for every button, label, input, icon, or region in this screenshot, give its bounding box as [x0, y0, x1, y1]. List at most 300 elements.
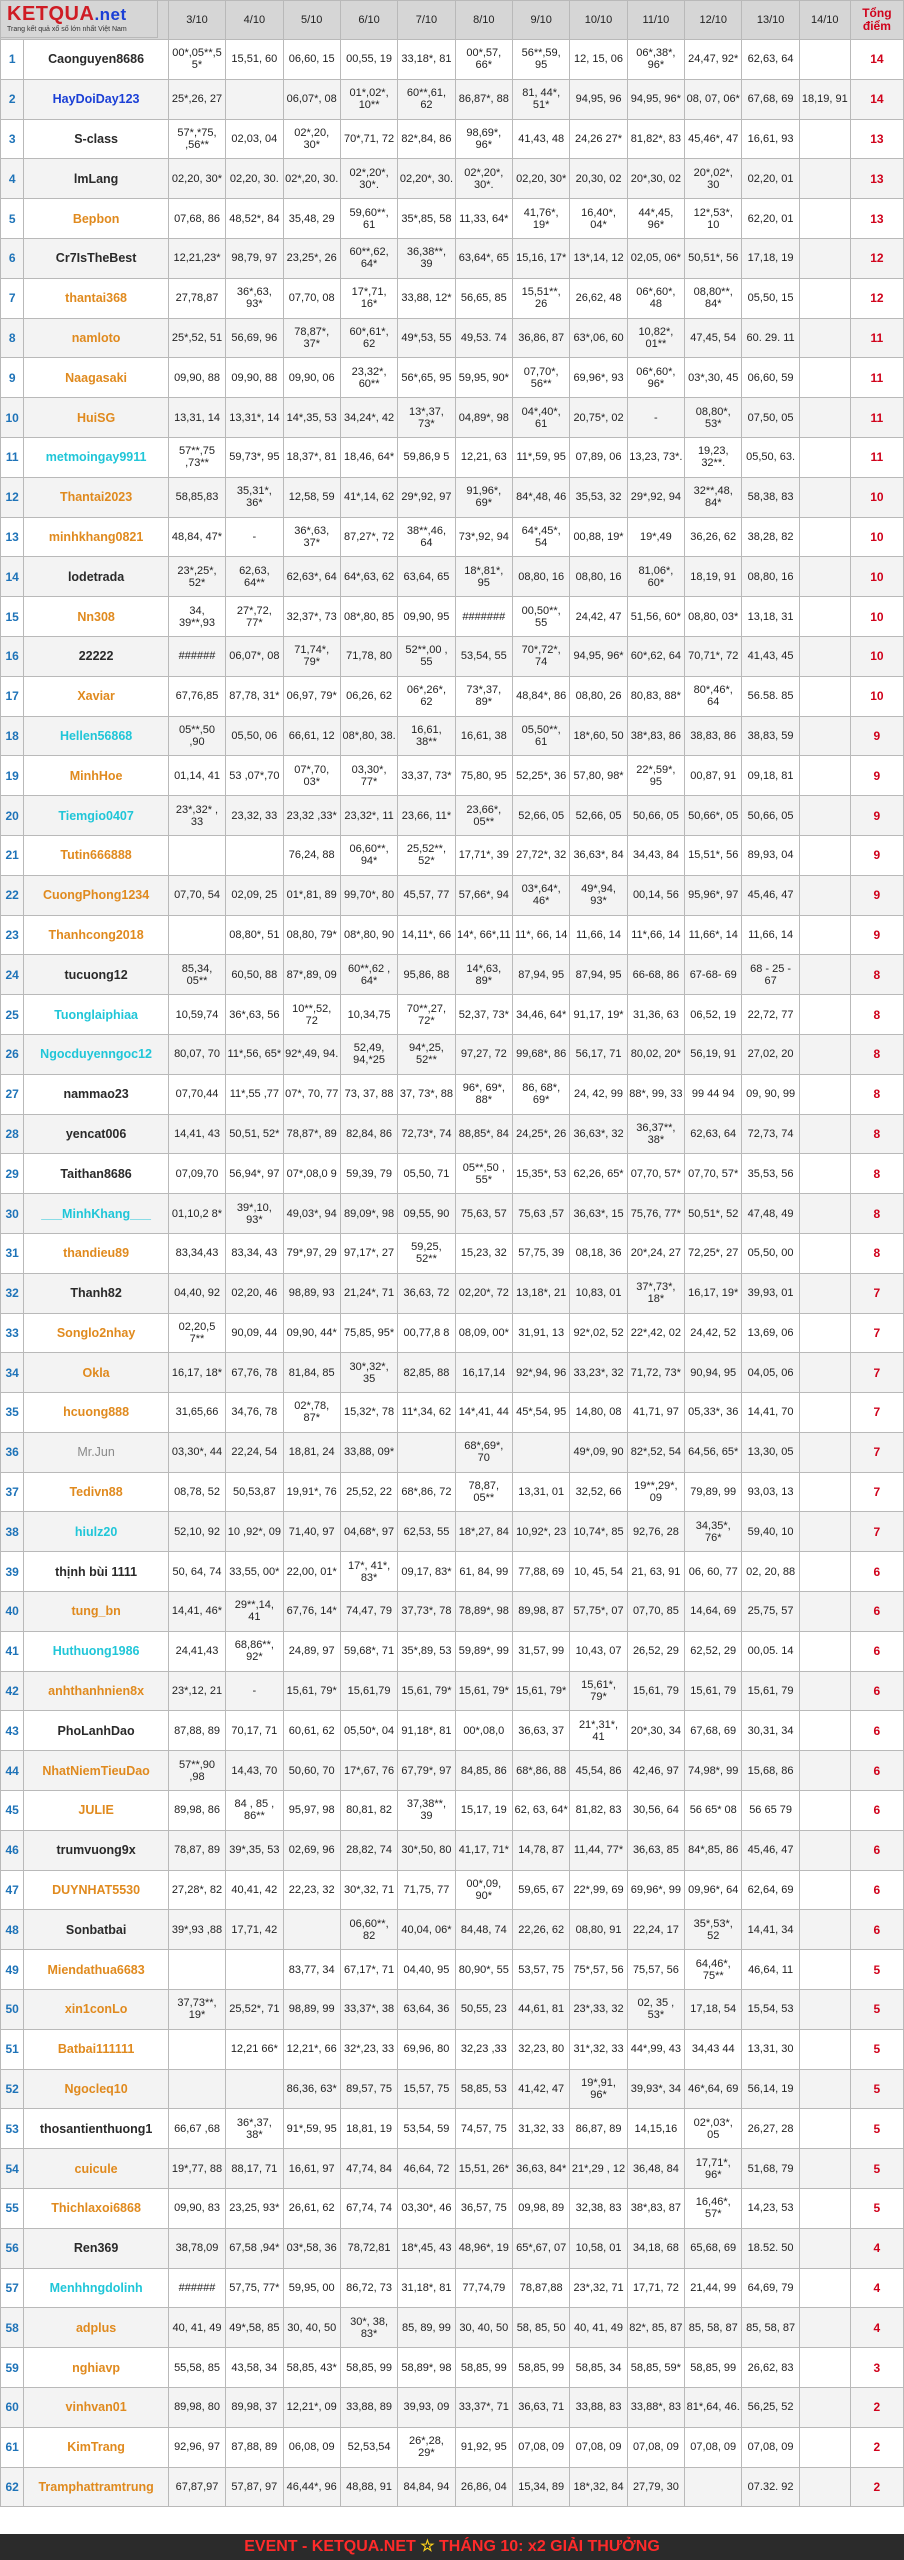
member-name[interactable]: CuongPhong1234 — [24, 875, 168, 915]
prediction-cell: 59,65, 67 — [512, 1870, 569, 1910]
prediction-cell: 82*, 85, 87 — [627, 2308, 684, 2348]
prediction-cell: 14,80, 08 — [570, 1393, 627, 1433]
member-name[interactable]: Mr.Jun — [24, 1432, 168, 1472]
member-name[interactable]: xin1conLo — [24, 1990, 168, 2030]
prediction-cell: 04,05, 06 — [742, 1353, 799, 1393]
member-name[interactable]: Thanhcong2018 — [24, 915, 168, 955]
prediction-cell: 78,87,88 — [512, 2268, 569, 2308]
row-index: 17 — [1, 676, 24, 716]
total-points: 5 — [850, 2189, 903, 2229]
row-index: 18 — [1, 716, 24, 756]
prediction-cell: 87,94, 95 — [570, 955, 627, 995]
prediction-cell: 10,43, 07 — [570, 1631, 627, 1671]
prediction-cell: 36,37**, 38* — [627, 1114, 684, 1154]
prediction-cell — [168, 835, 225, 875]
prediction-cell: 19*,91, 96* — [570, 2069, 627, 2109]
total-points: 10 — [850, 597, 903, 637]
prediction-cell: 79*,97, 29 — [283, 1233, 340, 1273]
prediction-cell: 52,66, 05 — [570, 796, 627, 836]
prediction-cell: 88,17, 71 — [226, 2149, 283, 2189]
member-name[interactable]: HuiSG — [24, 398, 168, 438]
prediction-cell: 16,61, 97 — [283, 2149, 340, 2189]
member-name[interactable]: Tuonglaiphiaa — [24, 995, 168, 1035]
prediction-cell: 01*,02*, 10** — [340, 79, 397, 119]
prediction-cell — [799, 1711, 850, 1751]
table-row — [1, 358, 904, 398]
member-name[interactable]: 22222 — [24, 636, 168, 676]
row-index: 12 — [1, 477, 24, 517]
member-name[interactable]: Sonbatbai — [24, 1910, 168, 1950]
member-name[interactable]: yencat006 — [24, 1114, 168, 1154]
prediction-cell: 78,89*, 98 — [455, 1592, 512, 1632]
prediction-cell: 76,24, 88 — [283, 835, 340, 875]
member-name[interactable]: metmoingay9911 — [24, 437, 168, 477]
prediction-cell: 64,56, 65* — [685, 1432, 742, 1472]
member-name[interactable]: adplus — [24, 2308, 168, 2348]
member-name[interactable]: Thichlaxoi6868 — [24, 2189, 168, 2229]
prediction-cell: 67,79*, 97 — [398, 1751, 455, 1791]
prediction-cell: 03*,64*, 46* — [512, 875, 569, 915]
prediction-cell: 29**,14, 41 — [226, 1592, 283, 1632]
prediction-cell: 57,75*, 07 — [570, 1592, 627, 1632]
prediction-cell: 82*,52, 54 — [627, 1432, 684, 1472]
prediction-cell: 86,36, 63* — [283, 2069, 340, 2109]
table-row — [1, 79, 904, 119]
prediction-cell — [799, 1393, 850, 1433]
prediction-cell: 89,57, 75 — [340, 2069, 397, 2109]
prediction-cell: 06,60**, 82 — [340, 1910, 397, 1950]
prediction-cell — [799, 1990, 850, 2030]
prediction-cell: 12,58, 59 — [283, 477, 340, 517]
prediction-cell: 27,28*, 82 — [168, 1870, 225, 1910]
prediction-cell — [799, 597, 850, 637]
prediction-cell: 26,62, 48 — [570, 278, 627, 318]
member-name[interactable]: Tutin666888 — [24, 835, 168, 875]
member-name[interactable]: Tramphattramtrung — [24, 2467, 168, 2507]
member-name[interactable]: nghiavp — [24, 2348, 168, 2388]
prediction-cell: 50,66, 05 — [742, 796, 799, 836]
prediction-cell: 05**,50 ,90 — [168, 716, 225, 756]
member-name[interactable]: anhthanhnien8x — [24, 1671, 168, 1711]
prediction-cell: 02, 35 , 53* — [627, 1990, 684, 2030]
prediction-cell: 63,64, 65 — [398, 557, 455, 597]
prediction-cell: 36*,63, 93* — [226, 278, 283, 318]
prediction-cell: 83,34, 43 — [226, 1233, 283, 1273]
prediction-cell: 23*,32, 71 — [570, 2268, 627, 2308]
col-header: 12/10 — [685, 1, 742, 40]
total-points: 8 — [850, 995, 903, 1035]
member-name[interactable]: hiulz20 — [24, 1512, 168, 1552]
prediction-cell: 07,70,44 — [168, 1074, 225, 1114]
prediction-cell: 02,05, 06* — [627, 238, 684, 278]
prediction-cell — [799, 2348, 850, 2388]
prediction-cell: 08,09, 00* — [455, 1313, 512, 1353]
prediction-cell — [398, 1432, 455, 1472]
prediction-cell: 36,63*, 84 — [570, 835, 627, 875]
prediction-cell: 64*,45*, 54 — [512, 517, 569, 557]
member-name[interactable]: Taithan8686 — [24, 1154, 168, 1194]
prediction-cell: 52,25*, 36 — [512, 756, 569, 796]
prediction-cell: 71,78, 80 — [340, 636, 397, 676]
table-row — [1, 2268, 904, 2308]
prediction-cell: 07,08, 09 — [627, 2427, 684, 2467]
prediction-cell: 84*,48, 46 — [512, 477, 569, 517]
prediction-cell: 45,54, 86 — [570, 1751, 627, 1791]
prediction-cell: 02,69, 96 — [283, 1830, 340, 1870]
prediction-cell: 64*,63, 62 — [340, 557, 397, 597]
prediction-cell: 35*,89, 53 — [398, 1631, 455, 1671]
prediction-cell: 26,61, 62 — [283, 2189, 340, 2229]
prediction-cell — [799, 199, 850, 239]
table-row — [1, 2149, 904, 2189]
table-row — [1, 1233, 904, 1273]
prediction-cell: 15,61, 79 — [627, 1671, 684, 1711]
member-name[interactable]: thandieu89 — [24, 1233, 168, 1273]
member-name[interactable]: PhoLanhDao — [24, 1711, 168, 1751]
row-index: 41 — [1, 1631, 24, 1671]
table-row — [1, 1711, 904, 1751]
prediction-cell: 50,51, 52* — [226, 1114, 283, 1154]
prediction-cell: 56,19, 91 — [685, 1034, 742, 1074]
prediction-cell: 60*,62, 64 — [627, 636, 684, 676]
prediction-cell: 70*,72*, 74 — [512, 636, 569, 676]
prediction-cell: 11,66*, 14 — [685, 915, 742, 955]
prediction-cell: 57,80, 98* — [570, 756, 627, 796]
prediction-cell: 94,95, 96* — [570, 636, 627, 676]
prediction-cell: 26,52, 29 — [627, 1631, 684, 1671]
member-name[interactable]: cuicule — [24, 2149, 168, 2189]
member-name[interactable]: Okla — [24, 1353, 168, 1393]
member-name[interactable]: thịnh bùi 1111 — [24, 1552, 168, 1592]
prediction-cell: 66,67 ,68 — [168, 2109, 225, 2149]
member-name[interactable]: Ren369 — [24, 2228, 168, 2268]
prediction-cell: 48,84*, 86 — [512, 676, 569, 716]
table-row — [1, 995, 904, 1035]
member-name[interactable]: ___MinhKhang___ — [24, 1194, 168, 1234]
member-name[interactable]: hcuong888 — [24, 1393, 168, 1433]
prediction-cell: 32,23, 80 — [512, 2029, 569, 2069]
prediction-cell: 02,20, 30* — [512, 159, 569, 199]
prediction-cell: 00,55, 19 — [340, 40, 397, 80]
prediction-cell: 35*,85, 58 — [398, 199, 455, 239]
prediction-cell: 70**,27, 72* — [398, 995, 455, 1035]
prediction-cell: 31*,32, 33 — [570, 2029, 627, 2069]
prediction-cell: 92,76, 28 — [627, 1512, 684, 1552]
prediction-cell: 20*,30, 02 — [627, 159, 684, 199]
row-index: 59 — [1, 2348, 24, 2388]
prediction-cell: 15,51**, 26 — [512, 278, 569, 318]
row-index: 42 — [1, 1671, 24, 1711]
prediction-cell: 92*,49, 94. — [283, 1034, 340, 1074]
prediction-cell: 66,61, 12 — [283, 716, 340, 756]
member-name[interactable]: Caonguyen8686 — [24, 40, 168, 80]
prediction-cell: 62,63, 64** — [226, 557, 283, 597]
prediction-cell: 05,50**, 61 — [512, 716, 569, 756]
member-name[interactable]: vinhvan01 — [24, 2388, 168, 2428]
member-name[interactable]: DUYNHAT5530 — [24, 1870, 168, 1910]
prediction-cell: 18,81, 24 — [283, 1432, 340, 1472]
prediction-cell: 87*,89, 09 — [283, 955, 340, 995]
member-name[interactable]: S-class — [24, 119, 168, 159]
table-row — [1, 756, 904, 796]
prediction-cell: 34, 39**,93 — [168, 597, 225, 637]
row-index: 10 — [1, 398, 24, 438]
row-index: 21 — [1, 835, 24, 875]
member-name[interactable]: Ngocduyenngoc12 — [24, 1034, 168, 1074]
prediction-cell: 53,54, 59 — [398, 2109, 455, 2149]
prediction-cell: 06, 60, 77 — [685, 1552, 742, 1592]
prediction-cell: 18.52. 50 — [742, 2228, 799, 2268]
prediction-cell: 99,70*, 80 — [340, 875, 397, 915]
prediction-cell: 21, 63, 91 — [627, 1552, 684, 1592]
member-name[interactable]: Cr7IsTheBest — [24, 238, 168, 278]
member-name[interactable]: Ngocleq10 — [24, 2069, 168, 2109]
prediction-cell: 14,41, 70 — [742, 1393, 799, 1433]
prediction-cell: 39*,10, 93* — [226, 1194, 283, 1234]
prediction-cell: 73*,37, 89* — [455, 676, 512, 716]
prediction-cell: 23*,12, 21 — [168, 1671, 225, 1711]
member-name[interactable]: minhkhang0821 — [24, 517, 168, 557]
member-name[interactable]: KimTrang — [24, 2427, 168, 2467]
prediction-cell: 80,90*, 55 — [455, 1950, 512, 1990]
total-points: 13 — [850, 159, 903, 199]
total-points: 5 — [850, 2149, 903, 2189]
prediction-cell — [799, 756, 850, 796]
member-name[interactable]: Miendathua6683 — [24, 1950, 168, 1990]
prediction-cell: 02*,20, 30. — [283, 159, 340, 199]
table-row — [1, 1950, 904, 1990]
prediction-cell: 24,42, 52 — [685, 1313, 742, 1353]
prediction-cell: 62,63, 64 — [685, 1114, 742, 1154]
prediction-cell: 30, 40, 50 — [283, 2308, 340, 2348]
prediction-cell: 36*,37, 38* — [226, 2109, 283, 2149]
prediction-cell: 15,61, 79* — [455, 1671, 512, 1711]
member-name[interactable]: Xaviar — [24, 676, 168, 716]
prediction-cell: 15,51, 60 — [226, 40, 283, 80]
prediction-cell: 16,17, 19* — [685, 1273, 742, 1313]
prediction-cell — [226, 79, 283, 119]
total-points: 7 — [850, 1273, 903, 1313]
total-points: 10 — [850, 676, 903, 716]
prediction-cell: 38**,46, 64 — [398, 517, 455, 557]
prediction-cell: 02,03, 04 — [226, 119, 283, 159]
member-name[interactable]: nammao23 — [24, 1074, 168, 1114]
prediction-cell: 31,65,66 — [168, 1393, 225, 1433]
prediction-cell: 10,34,75 — [340, 995, 397, 1035]
prediction-cell: 00*,08,0 — [455, 1711, 512, 1751]
prediction-cell: 41,43, 45 — [742, 636, 799, 676]
prediction-cell: 44*,45, 96* — [627, 199, 684, 239]
prediction-cell: 56,69, 96 — [226, 318, 283, 358]
prediction-cell: 30, 40, 50 — [455, 2308, 512, 2348]
member-name[interactable]: tucuong12 — [24, 955, 168, 995]
prediction-cell: 67,74, 74 — [340, 2189, 397, 2229]
member-name[interactable]: Hellen56868 — [24, 716, 168, 756]
member-name[interactable]: Huthuong1986 — [24, 1631, 168, 1671]
prediction-cell: 12,21, 63 — [455, 437, 512, 477]
prediction-cell: 15,17, 19 — [455, 1791, 512, 1831]
prediction-cell: 23,66*, 05** — [455, 796, 512, 836]
prediction-cell: 41,71, 97 — [627, 1393, 684, 1433]
prediction-cell: 22,26, 62 — [512, 1910, 569, 1950]
member-name[interactable]: trumvuong9x — [24, 1830, 168, 1870]
prediction-cell: 75,76, 77* — [627, 1194, 684, 1234]
prediction-cell: 09,90, 88 — [226, 358, 283, 398]
total-points: 6 — [850, 1751, 903, 1791]
prediction-cell: 58,38, 83 — [742, 477, 799, 517]
prediction-cell: 52,53,54 — [340, 2427, 397, 2467]
prediction-cell: 11*,34, 62 — [398, 1393, 455, 1433]
member-name[interactable]: Menhhngdolinh — [24, 2268, 168, 2308]
prediction-cell: 38*,83, 86 — [627, 716, 684, 756]
member-name[interactable]: lmLang — [24, 159, 168, 199]
prediction-cell: 11,66, 14 — [570, 915, 627, 955]
prediction-cell: 06,60**, 94* — [340, 835, 397, 875]
member-name[interactable]: HayDoiDay123 — [24, 79, 168, 119]
prediction-cell: 07,70, 57* — [627, 1154, 684, 1194]
member-name[interactable]: Naagasaki — [24, 358, 168, 398]
prediction-cell: 32,23 ,33 — [455, 2029, 512, 2069]
prediction-cell: 03,30*, 44 — [168, 1432, 225, 1472]
prediction-cell: 94,95, 96 — [570, 79, 627, 119]
prediction-cell: 68*,86, 72 — [398, 1472, 455, 1512]
member-name[interactable]: Nn308 — [24, 597, 168, 637]
prediction-cell: 45,57, 77 — [398, 875, 455, 915]
ketqua-logo[interactable] — [0, 0, 158, 38]
prediction-cell: 47,45, 54 — [685, 318, 742, 358]
member-name[interactable]: Songlo2nhay — [24, 1313, 168, 1353]
total-points: 9 — [850, 835, 903, 875]
member-name[interactable]: JULIE — [24, 1791, 168, 1831]
prediction-cell — [799, 1950, 850, 1990]
prediction-cell: 64,46*, 75** — [685, 1950, 742, 1990]
row-index: 51 — [1, 2029, 24, 2069]
row-index: 14 — [1, 557, 24, 597]
member-name[interactable]: thosantienthuong1 — [24, 2109, 168, 2149]
prediction-cell: 67,68, 69 — [685, 1711, 742, 1751]
prediction-cell: 04,89*, 98 — [455, 398, 512, 438]
prediction-cell: 36*,63, 37* — [283, 517, 340, 557]
event-banner-right: THÁNG 10: x2 GIẢI THƯỞNG — [439, 2538, 660, 2555]
table-row — [1, 1671, 904, 1711]
prediction-cell: 57**,90 ,98 — [168, 1751, 225, 1791]
prediction-cell — [799, 1631, 850, 1671]
member-name[interactable]: NhatNiemTieuDao — [24, 1751, 168, 1791]
prediction-cell: 50,53,87 — [226, 1472, 283, 1512]
prediction-cell: 36,63*, 32 — [570, 1114, 627, 1154]
row-index: 47 — [1, 1870, 24, 1910]
prediction-cell: 99 44 94 — [685, 1074, 742, 1114]
row-index: 54 — [1, 2149, 24, 2189]
prediction-cell: 37*,73*, 18* — [627, 1273, 684, 1313]
prediction-cell: 11*,66, 14 — [627, 915, 684, 955]
row-index: 4 — [1, 159, 24, 199]
table-row — [1, 2308, 904, 2348]
prediction-cell: 22*,42, 02 — [627, 1313, 684, 1353]
prediction-cell: 00,50**, 55 — [512, 597, 569, 637]
prediction-cell: 95,96*, 97 — [685, 875, 742, 915]
prediction-cell: 56.58. 85 — [742, 676, 799, 716]
prediction-cell: 73, 37, 88 — [340, 1074, 397, 1114]
member-name[interactable]: Tedivn88 — [24, 1472, 168, 1512]
member-name[interactable]: Tiemgio0407 — [24, 796, 168, 836]
prediction-cell: 14,41, 43 — [168, 1114, 225, 1154]
prediction-cell: 13,31, 01 — [512, 1472, 569, 1512]
total-points: 9 — [850, 915, 903, 955]
prediction-cell: 36,48, 84 — [627, 2149, 684, 2189]
prediction-cell: 07,70, 08 — [283, 278, 340, 318]
prediction-cell: 45*,54, 95 — [512, 1393, 569, 1433]
member-name[interactable]: Thanh82 — [24, 1273, 168, 1313]
member-name[interactable]: Bepbon — [24, 199, 168, 239]
member-name[interactable]: tung_bn — [24, 1592, 168, 1632]
prediction-cell: 34,35*, 76* — [685, 1512, 742, 1552]
total-points: 7 — [850, 1313, 903, 1353]
member-name[interactable]: MinhHoe — [24, 756, 168, 796]
prediction-cell — [799, 2149, 850, 2189]
prediction-cell: 49,03*, 94 — [283, 1194, 340, 1234]
prediction-cell: 40,41, 42 — [226, 1870, 283, 1910]
prediction-cell — [799, 398, 850, 438]
prediction-cell: 33,88, 09* — [340, 1432, 397, 1472]
prediction-cell: 81,06*, 60* — [627, 557, 684, 597]
member-name[interactable]: Thantai2023 — [24, 477, 168, 517]
total-points: 6 — [850, 1671, 903, 1711]
prediction-cell: 00,77,8 8 — [398, 1313, 455, 1353]
prediction-cell: 59,86,9 5 — [398, 437, 455, 477]
total-points: 2 — [850, 2427, 903, 2467]
member-name[interactable]: namloto — [24, 318, 168, 358]
row-index: 5 — [1, 199, 24, 239]
prediction-cell: 43,58, 34 — [226, 2348, 283, 2388]
prediction-cell: 27,78,87 — [168, 278, 225, 318]
table-row — [1, 2388, 904, 2428]
member-name[interactable]: Batbai111111 — [24, 2029, 168, 2069]
prediction-cell: 78,87, 89 — [168, 1830, 225, 1870]
prediction-cell: 92*,02, 52 — [570, 1313, 627, 1353]
prediction-cell: 32*,23, 33 — [340, 2029, 397, 2069]
prediction-cell: 41,17, 71* — [455, 1830, 512, 1870]
table-row — [1, 318, 904, 358]
prediction-cell — [799, 358, 850, 398]
table-row — [1, 1154, 904, 1194]
prediction-cell: 98,79, 97 — [226, 238, 283, 278]
prediction-cell: 39,93, 01 — [742, 1273, 799, 1313]
total-points: 6 — [850, 1552, 903, 1592]
prediction-cell: 11*,56, 65* — [226, 1034, 283, 1074]
prediction-cell: 63,64, 36 — [398, 1990, 455, 2030]
member-name[interactable]: lodetrada — [24, 557, 168, 597]
member-name[interactable]: thantai368 — [24, 278, 168, 318]
prediction-cell: 77,88, 69 — [512, 1552, 569, 1592]
prediction-cell — [799, 2109, 850, 2149]
prediction-cell: 10, 45, 54 — [570, 1552, 627, 1592]
prediction-cell: 01,10,2 8* — [168, 1194, 225, 1234]
prediction-cell: 09,90, 06 — [283, 358, 340, 398]
prediction-cell: 58,85, 43* — [283, 2348, 340, 2388]
prediction-cell: 91,96*, 69* — [455, 477, 512, 517]
prediction-cell: 84,48, 74 — [455, 1910, 512, 1950]
prediction-cell: 84,84, 94 — [398, 2467, 455, 2507]
prediction-cell: 31,91, 13 — [512, 1313, 569, 1353]
prediction-cell: 36,86, 87 — [512, 318, 569, 358]
prediction-cell: 22,00, 01* — [283, 1552, 340, 1592]
prediction-cell: 15,61, 79* — [283, 1671, 340, 1711]
prediction-cell — [799, 1592, 850, 1632]
prediction-cell: 25,52*, 71 — [226, 1990, 283, 2030]
prediction-cell: 15,54, 53 — [742, 1990, 799, 2030]
prediction-cell: 13*,37, 73* — [398, 398, 455, 438]
